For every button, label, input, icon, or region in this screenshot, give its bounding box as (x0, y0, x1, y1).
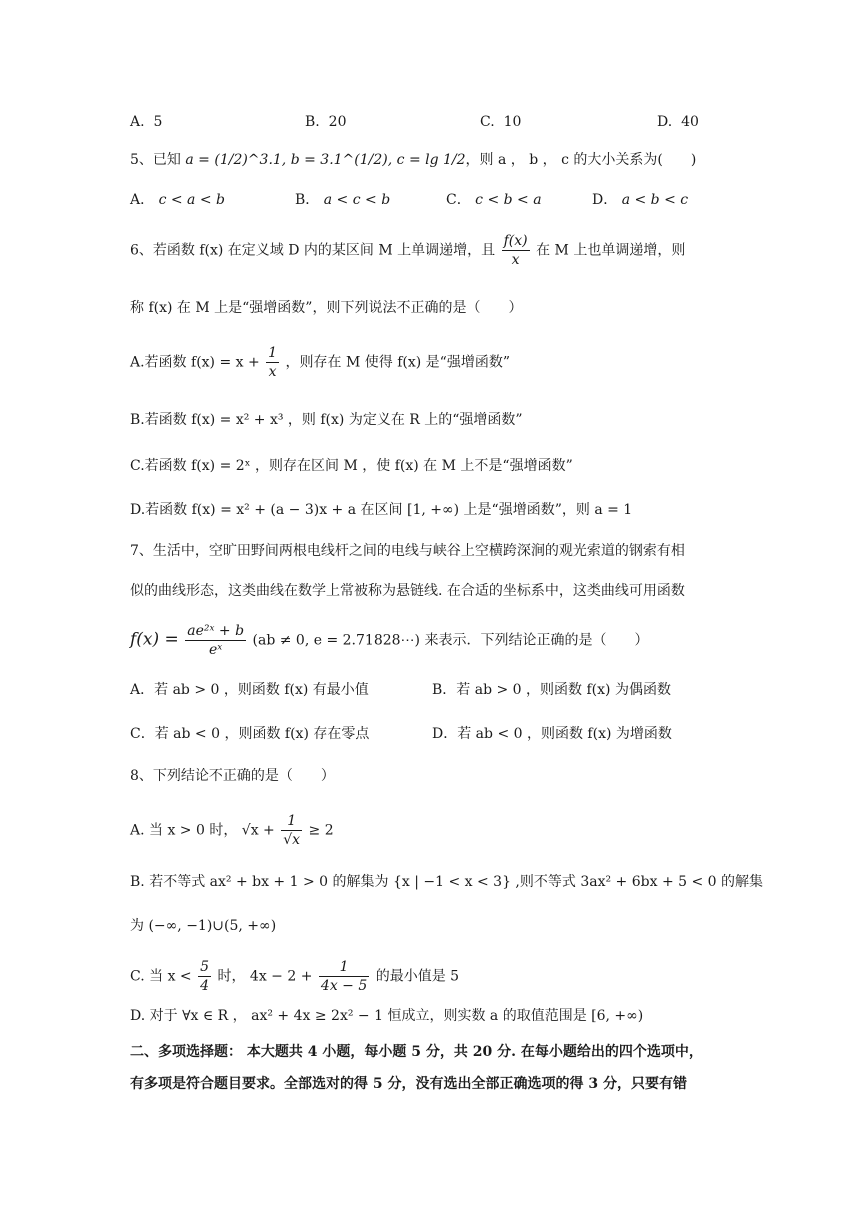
q5-option-c (446, 190, 542, 210)
fraction (319, 958, 369, 995)
q5-stem (130, 150, 696, 170)
option-value: 若 ab > 0 ，则函数 f(x) 有最小值 (154, 682, 369, 698)
q8-option-a (130, 812, 334, 849)
fraction-numerator: 5 (200, 959, 210, 975)
option-value: a < b < c (621, 192, 689, 208)
option-value: 20 (328, 114, 347, 130)
option-text: B. 若不等式 ax² + bx + 1 > 0 的解集为 {x | −1 < x < 3} ,则不等式 3ax² + 6bx + 5 < 0 的解集 (130, 874, 764, 890)
option-text: 为 (−∞, −1)∪(5, +∞) (130, 918, 277, 934)
option-text: C. 当 x < (130, 968, 192, 985)
fraction-denominator: x (268, 364, 277, 380)
q5-option-b (295, 190, 390, 210)
option-value: 40 (681, 114, 699, 130)
option-label: C． (130, 726, 155, 742)
q7-option-a (130, 680, 369, 700)
q7-stem-line2 (130, 581, 685, 601)
fraction-denominator: 4x − 5 (320, 978, 368, 994)
q7-option-d (432, 724, 672, 744)
q5-option-d (592, 190, 688, 210)
q6-option-d (130, 500, 632, 520)
stem-text: 8、下列结论不正确的是（ ） (130, 768, 335, 784)
stem-suffix: ，则 a ， b ， c 的大小关系为( ) (465, 152, 697, 168)
q4-option-b (305, 112, 346, 132)
stem-text: 称 f(x) 在 M 上是“强增函数”，则下列说法不正确的是（ ） (130, 300, 523, 316)
q6-option-b (130, 410, 523, 430)
q6-option-a (130, 344, 510, 381)
option-text: 时， 4x − 2 + (217, 968, 313, 985)
stem-text: 似的曲线形态，这类曲线在数学上常被称为悬链线. 在合适的坐标系中，这类曲线可用函数 (130, 583, 685, 599)
option-text: 的最小值是 5 (375, 968, 460, 985)
q8-option-c (130, 958, 459, 995)
stem-text: 6、若函数 f(x) 在定义域 D 内的某区间 M 上单调递增，且 (130, 242, 496, 259)
option-value: a < c < b (323, 192, 391, 208)
option-label: B． (432, 682, 457, 698)
option-value: c < b < a (475, 192, 542, 208)
q4-option-a (130, 112, 162, 132)
option-label: B． (295, 192, 320, 208)
q7-stem-line1 (130, 541, 685, 561)
q5-option-a (130, 190, 225, 210)
section-text: 有多项是符合题目要求。全部选对的得 5 分，没有选出全部正确选项的得 3 分，只要有错 (130, 1076, 687, 1092)
option-label: C． (446, 192, 471, 208)
option-label: C. (480, 114, 495, 130)
section-text: 二、多项选择题： 本大题共 4 小题，每小题 5 分，共 20 分. 在每小题给出的四个选项中， (130, 1044, 703, 1060)
formula-suffix: (ab ≠ 0, e = 2.71828⋯) 来表示．下列结论正确的是（ ） (252, 632, 649, 649)
q6-stem-line1 (130, 232, 685, 269)
q7-option-c (130, 724, 369, 744)
fraction (281, 812, 302, 849)
formula-prefix: f(x) = (130, 629, 179, 650)
q8-option-b-line1 (130, 872, 763, 892)
fraction-numerator: f(x) (503, 233, 528, 249)
option-label: A． (130, 682, 155, 698)
option-label: A． (130, 192, 155, 208)
q4-option-c (480, 112, 521, 132)
q7-option-b (432, 680, 671, 700)
option-text: D. 对于 ∀x ∈ R ， ax² + 4x ≥ 2x² − 1 恒成立，则实数 a 的取值范围是 [6, +∞) (130, 1008, 644, 1024)
section2-heading-line2 (130, 1074, 687, 1094)
q8-option-d (130, 1006, 643, 1026)
fraction-denominator: 4 (200, 978, 210, 994)
option-value: 若 ab < 0 ，则函数 f(x) 存在零点 (154, 726, 370, 742)
fraction (198, 958, 211, 995)
fraction-numerator: 1 (281, 812, 302, 831)
stem-text: 7、生活中，空旷田野间两根电线杆之间的电线与峡谷上空横跨深涧的观光索道的钢索有相 (130, 543, 685, 559)
fraction (502, 232, 530, 269)
fraction-denominator: x (511, 252, 520, 268)
stem-math: a = (1/2)^3.1, b = 3.1^(1/2), c = lg 1/2 (185, 152, 466, 168)
fraction-numerator: ae²ˣ + b (187, 623, 245, 639)
stem-text: 在 M 上也单调递增，则 (536, 242, 686, 259)
option-label: D. (657, 114, 673, 130)
fraction-denominator: eˣ (209, 642, 223, 658)
option-text: C.若函数 f(x) = 2ˣ ，则存在区间 M ，使 f(x) 在 M 上不是“强增函数” (130, 458, 573, 474)
fraction (266, 344, 279, 381)
fraction (185, 622, 246, 659)
fraction-denominator: √x (283, 832, 301, 848)
option-text: A. 当 x > 0 时， √x + (130, 822, 275, 839)
q8-stem (130, 766, 335, 786)
fraction-numerator: 1 (319, 958, 369, 977)
option-label: B. (305, 114, 320, 130)
option-text: D.若函数 f(x) = x² + (a − 3)x + a 在区间 [1, +∞) 上是“强增函数”，则 a = 1 (130, 502, 633, 518)
q4-option-d (657, 112, 699, 132)
stem-prefix: 5、已知 (130, 152, 181, 168)
q6-option-c (130, 456, 573, 476)
option-label: D． (592, 192, 618, 208)
option-value: 若 ab < 0 ，则函数 f(x) 为增函数 (457, 726, 672, 742)
option-value: 5 (153, 114, 163, 130)
fraction-numerator: 1 (268, 345, 278, 361)
q7-formula-line (130, 622, 648, 659)
section2-heading-line1 (130, 1042, 703, 1062)
option-value: 若 ab > 0 ，则函数 f(x) 为偶函数 (456, 682, 671, 698)
option-text: ≥ 2 (308, 822, 334, 839)
option-value: c < a < b (158, 192, 225, 208)
q8-option-b-line2 (130, 916, 276, 936)
option-label: A. (130, 114, 145, 130)
option-text: ，则存在 M 使得 f(x) 是“强增函数” (285, 354, 510, 371)
q6-stem-line2 (130, 298, 522, 318)
option-text: A.若函数 f(x) = x + (130, 354, 260, 371)
option-value: 10 (503, 114, 522, 130)
option-text: B.若函数 f(x) = x² + x³ ，则 f(x) 为定义在 R 上的“强增函数” (130, 412, 523, 428)
option-label: D． (432, 726, 458, 742)
